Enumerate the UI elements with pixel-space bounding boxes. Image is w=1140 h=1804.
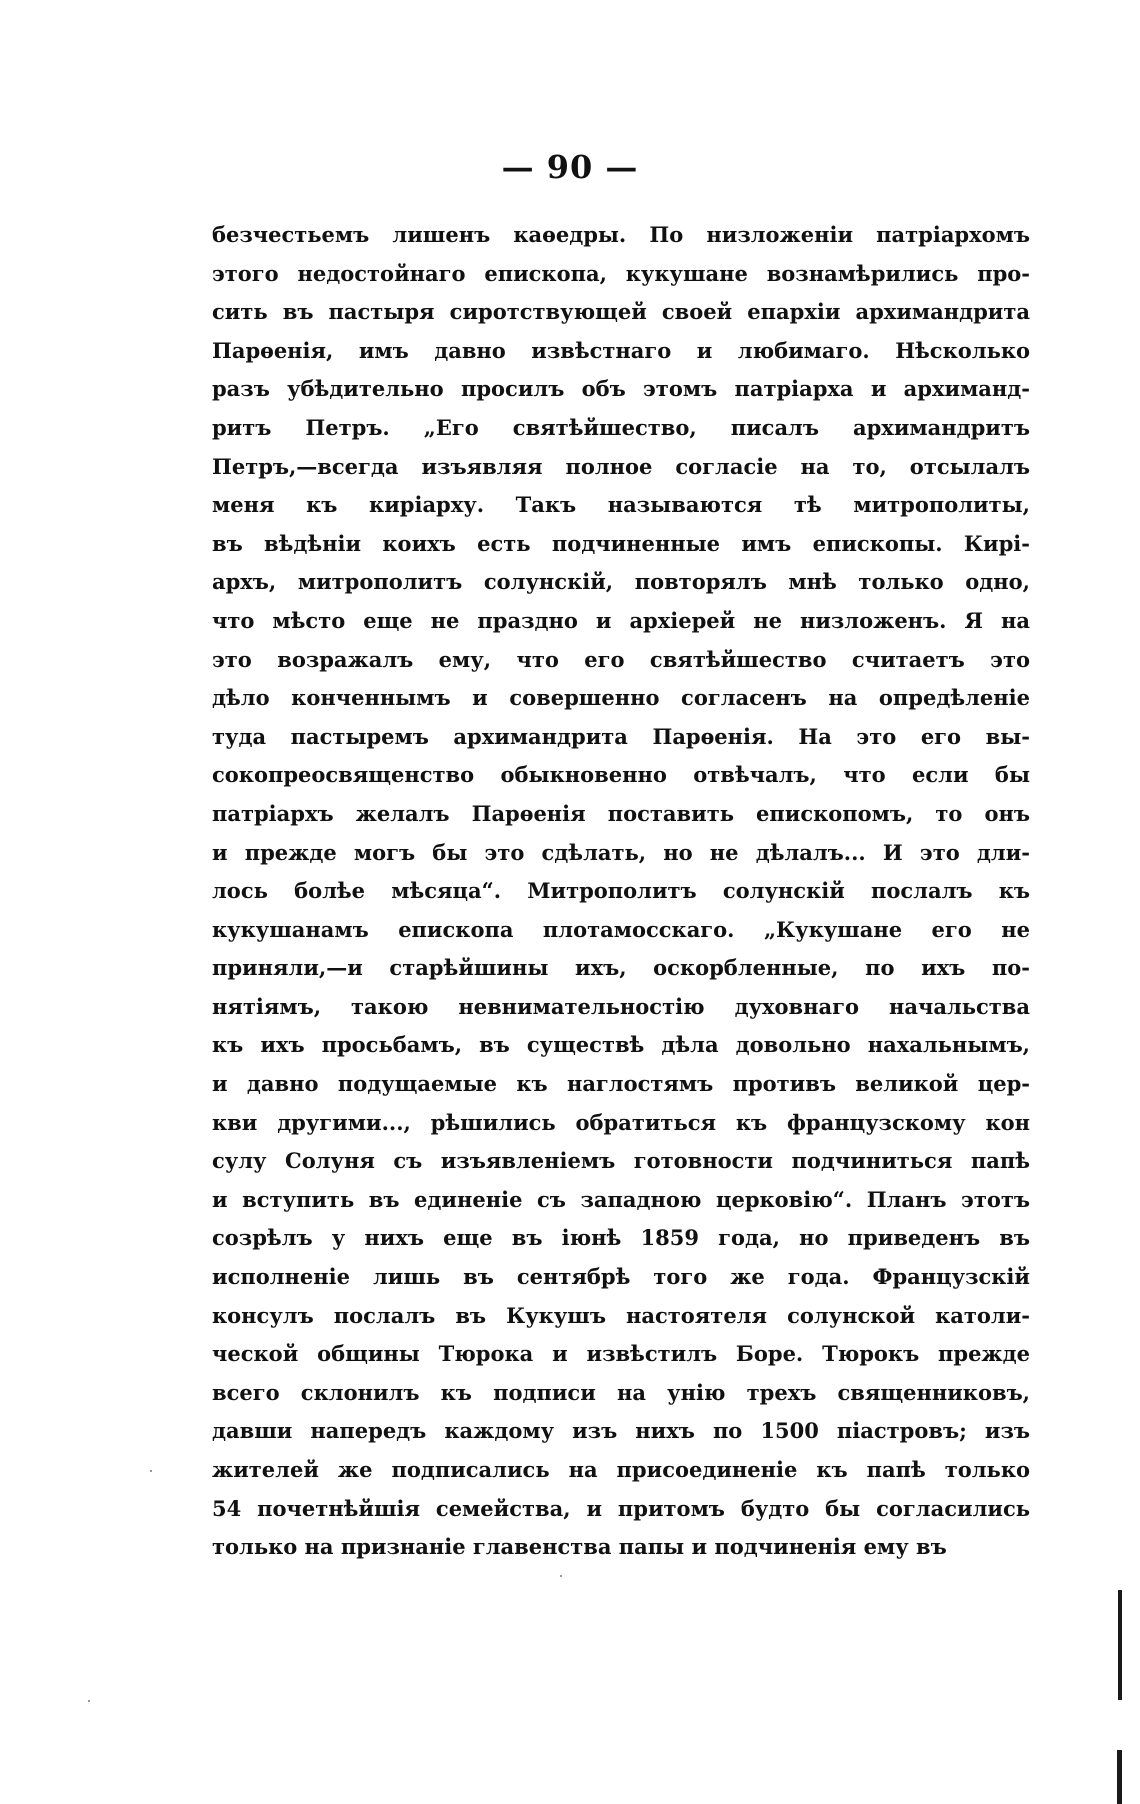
text-line: ритъ Петръ. „Его святѣйшество, писалъ архимандритъ: [212, 414, 1030, 440]
text-line: туда пастыремъ архимандрита Парѳенія. На это его вы-: [212, 723, 1030, 749]
text-line: консулъ послалъ въ Кукушъ настоятеля солунской католи-: [212, 1302, 1030, 1328]
text-line: и давно подущаемые къ наглостямъ противъ великой цер-: [212, 1071, 1030, 1097]
text-line: созрѣлъ у нихъ еще въ іюнѣ 1859 года, но приведенъ въ: [212, 1225, 1030, 1251]
text-line: и прежде могъ бы это сдѣлать, но не дѣлалъ... И это дли-: [212, 839, 1030, 865]
text-line: лось болѣе мѣсяца“. Митрополитъ солунскій послалъ къ: [212, 878, 1030, 904]
text-line: жителей же подписались на присоединеніе къ папѣ только: [212, 1457, 1030, 1482]
text-line: меня къ киріарху. Такъ называются тѣ митрополиты,: [212, 492, 1030, 518]
scan-speck: [560, 1575, 562, 1577]
text-line: только на признаніе главенства папы и подчиненія ему въ: [212, 1534, 947, 1560]
page-number: — 90 —: [501, 148, 639, 186]
text-line: сулу Солуня съ изъявленіемъ готовности подчиниться папѣ: [212, 1148, 1030, 1174]
text-line: архъ, митрополитъ солунскій, повторялъ мнѣ только одно,: [212, 569, 1030, 595]
text-line: давши напередъ каждому изъ нихъ по 1500 піастровъ; изъ: [212, 1418, 1030, 1444]
text-line: кви другими..., рѣшились обратиться къ французскому кон: [212, 1109, 1030, 1135]
text-line: сить въ пастыря сиротствующей своей епархіи архимандрита: [212, 299, 1030, 325]
text-line: что мѣсто еще не праздно и архіерей не низложенъ. Я на: [212, 607, 1030, 633]
text-line: всего склонилъ къ подписи на унію трехъ священниковъ,: [212, 1379, 1030, 1405]
text-line: дѣло конченнымъ и совершенно согласенъ на опредѣленіе: [212, 685, 1030, 711]
text-line: и вступить въ единеніе съ западною церковію“. Планъ этотъ: [212, 1186, 1030, 1212]
body-text: [212, 216, 1030, 1567]
text-line: 54 почетнѣйшія семейства, и притомъ будто бы согласились: [212, 1495, 1030, 1521]
text-line: къ ихъ просьбамъ, въ существѣ дѣла довольно нахальнымъ,: [212, 1032, 1030, 1058]
text-line: Петръ,—всегда изъявляя полное согласіе на то, отсылалъ: [212, 453, 1030, 479]
text-line: сокопреосвященство обыкновенно отвѣчалъ, что если бы: [212, 762, 1030, 788]
text-line: кукушанамъ епископа плотамосскаго. „Кукушане его не: [212, 916, 1030, 942]
text-line: патріархъ желалъ Парѳенія поставить епископомъ, то онъ: [212, 800, 1030, 826]
scan-speck: [150, 1470, 152, 1472]
text-line: нятіямъ, такою невнимательностію духовнаго начальства: [212, 993, 1030, 1019]
text-line: ческой общины Тюрока и извѣстилъ Боре. Тюрокъ прежде: [212, 1341, 1030, 1367]
text-line: это возражалъ ему, что его святѣйшество считаетъ это: [212, 646, 1030, 672]
text-line: этого недостойнаго епископа, кукушане вознамѣрились про-: [212, 260, 1030, 286]
text-line: исполненіе лишь въ сентябрѣ того же года. Французскій: [212, 1264, 1030, 1290]
scan-edge-mark: [1117, 1750, 1122, 1804]
text-line: разъ убѣдительно просилъ объ этомъ патріарха и архиманд-: [212, 376, 1030, 402]
text-line: Парѳенія, имъ давно извѣстнаго и любимаго. Нѣсколько: [212, 337, 1030, 363]
scan-edge-mark: [1118, 1590, 1122, 1700]
text-line: приняли,—и старѣйшины ихъ, оскорбленные, по ихъ по-: [212, 955, 1030, 981]
scan-speck: [88, 1700, 90, 1702]
text-line: въ вѣдѣніи коихъ есть подчиненные имъ епископы. Кирі-: [212, 530, 1030, 556]
text-line: безчестьемъ лишенъ каѳедры. По низложеніи патріархомъ: [212, 222, 1030, 247]
